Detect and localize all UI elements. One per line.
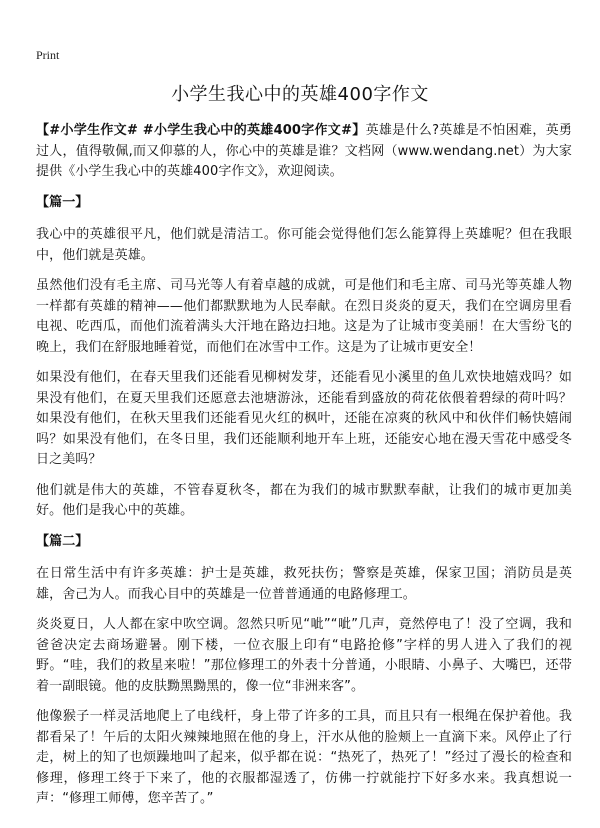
- paragraph: 在日常生活中有许多英雄：护士是英雄，救死扶伤；警察是英雄，保家卫国；消防员是英雄，舍己为人。而我心目中的英雄是一位普普通通的电路修理工。: [36, 566, 572, 602]
- paragraph: 他们就是伟大的英雄，不管春夏秋冬，都在为我们的城市默默奉献，让我们的城市更加美好。他们是我心中的英雄。: [36, 482, 572, 518]
- page-title: 小学生我心中的英雄400字作文: [171, 84, 429, 105]
- article-tags: 【#小学生作文# #小学生我心中的英雄400字作文#】: [36, 123, 366, 138]
- section-heading-1: 【篇一】: [36, 194, 89, 210]
- paragraph: 我心中的英雄很平凡，他们就是清洁工。你可能会觉得他们怎么能算得上英雄呢？但在我眼中，他们就是英雄。: [36, 227, 572, 263]
- section-heading-2: 【篇二】: [36, 533, 89, 549]
- paragraph: 他像猴子一样灵活地爬上了电线杆，身上带了许多的工具，而且只有一根绳在保护着他。我都看呆了！午后的太阳火辣辣地照在他的身上，汗水从他的脸颊上一直滴下来。风停止了行走，树上的知了也烦躁地叫了起来，似乎都在说：“热死了，热死了！”经过了漫长的检查和修理，修理工终于下来了，他的衣服都湿透了，仿佛一拧就能拧下好多水来。我真想说一声：“修理工师傅，您辛苦了。”: [36, 709, 572, 806]
- intro-text: 英雄是什么?英雄是不怕困难，英勇过人，值得敬佩,而又仰慕的人，你心中的英雄是谁？文档网（www.wendang.net）为大家提供《小学生我心中的英雄400字作文》，欢迎阅读。: [36, 123, 573, 179]
- print-link[interactable]: Print: [36, 48, 60, 62]
- intro-paragraph: [36, 121, 572, 183]
- article-body: [36, 121, 572, 820]
- paragraph: 炎炎夏日，人人都在家中吹空调。忽然只听见“呲”“呲”几声，竟然停电了！没了空调，我和爸爸决定去商场避暑。刚下楼，一位衣服上印有“电路抢修”字样的男人进入了我们的视野。“哇，我们的救星来啦！”那位修理工的外表十分普通，小眼睛、小鼻子、大嘴巴，还带着一副眼镜。他的皮肤黝黑黝黑的，像一位“非洲来客”。: [36, 617, 572, 694]
- paragraph: 如果没有他们，在春天里我们还能看见柳树发芽，还能看见小溪里的鱼儿欢快地嬉戏吗？如果没有他们，在夏天里我们还愿意去池塘游泳，还能看到盛放的荷花依偎着碧绿的荷叶吗？如果没有他们，在秋天里我们还能看见火红的枫叶，还能在凉爽的秋风中和伙伴们畅快嬉闹吗？如果没有他们，在冬日里，我们还能顺利地开车上班，还能安心地在漫天雪花中感受冬日之美吗？: [36, 370, 572, 467]
- paragraph: 虽然他们没有毛主席、司马光等人有着卓越的成就，可是他们和毛主席、司马光等英雄人物一样都有英雄的精神——他们都默默地为人民奉献。在烈日炎炎的夏天，我们在空调房里看电视、吃西瓜，而他们流着满头大汗地在路边扫地。这是为了让城市变美丽！在大雪纷飞的晚上，我们在舒服地睡着觉，而他们在冰雪中工作。这是为了让城市更安全！: [36, 278, 572, 355]
